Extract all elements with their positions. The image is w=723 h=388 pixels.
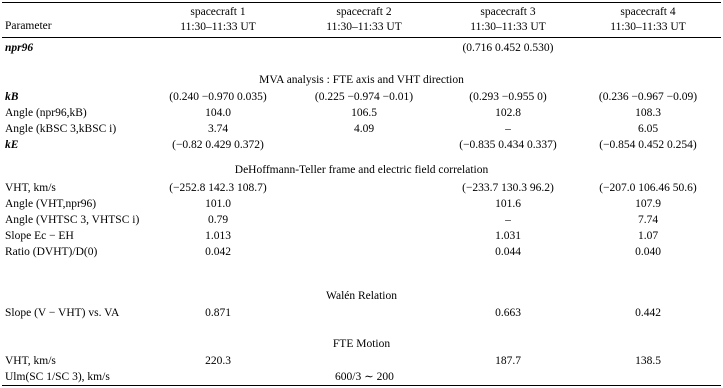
cell-sc4: 108.3 (635, 107, 661, 119)
table-row (0, 105, 723, 121)
cell-sc3: 1.031 (495, 230, 521, 242)
table-bottom-rule (2, 385, 721, 386)
cell-sc2: 4.09 (353, 123, 375, 135)
row-label: kE (5, 139, 19, 151)
header-sc4 (578, 5, 718, 35)
cell-sc3: (−233.7 130.3 96.2) (462, 182, 554, 194)
table-row (0, 89, 723, 105)
cell-sc4: (−0.854 0.452 0.254) (599, 139, 697, 151)
header-sc3 (438, 5, 578, 35)
section-title-walen: Walén Relation (326, 290, 397, 302)
sc3-name: spacecraft 3 (480, 6, 536, 18)
cell-sc1: 0.79 (207, 214, 229, 226)
header-sc2 (294, 5, 434, 35)
cell-sc4: 7.74 (637, 214, 659, 226)
cell-sc1: 0.871 (205, 307, 231, 319)
ulm-value: 600/3 ∼ 200 (335, 371, 394, 383)
section-title-mva: MVA analysis : FTE axis and VHT direction (259, 74, 464, 86)
cell-sc4: 0.442 (635, 307, 661, 319)
cell-sc3: (−0.835 0.434 0.337) (459, 139, 557, 151)
table-row (0, 180, 723, 196)
cell-sc4: 0.040 (635, 246, 661, 258)
cell-sc3: (0.293 −0.955 0) (469, 91, 547, 103)
header-sc1 (148, 5, 288, 35)
table-row (0, 228, 723, 244)
row-label: npr96 (5, 42, 34, 54)
row-label: Ulm(SC 1/SC 3), km/s (5, 371, 110, 383)
cell-sc3: 0.663 (495, 307, 521, 319)
cell-sc1: (−252.8 142.3 108.7) (169, 182, 267, 194)
cell-sc4: 1.07 (637, 230, 659, 242)
sc2-name: spacecraft 2 (336, 6, 392, 18)
cell-sc3: 187.7 (495, 355, 521, 367)
cell-sc3: – (505, 123, 511, 135)
table-row (0, 244, 723, 260)
table-row (0, 137, 723, 153)
cell-sc1: 0.042 (205, 246, 231, 258)
cell-sc1: 3.74 (207, 123, 229, 135)
sc1-time: 11:30–11:33 UT (180, 21, 256, 33)
table-header-rule (2, 37, 721, 38)
cell-sc3: 101.6 (495, 198, 521, 210)
cell-sc3: 0.044 (495, 246, 521, 258)
table-row-npr96 (0, 40, 723, 56)
cell-sc1: 101.0 (205, 198, 231, 210)
row-label: Angle (npr96,kB) (5, 107, 87, 119)
cell-sc4: (0.236 −0.967 −0.09) (598, 91, 698, 103)
row-label: Ratio (DVHT)/D(0) (5, 246, 98, 258)
cell-sc1: (0.240 −0.970 0.035) (169, 91, 267, 103)
sc4-name: spacecraft 4 (620, 6, 676, 18)
cell-sc2: 106.5 (351, 107, 377, 119)
header-parameter: Parameter (5, 20, 52, 32)
sc2-time: 11:30–11:33 UT (326, 21, 402, 33)
row-label: VHT, km/s (5, 355, 56, 367)
cell-sc3: – (505, 214, 511, 226)
cell-sc1: 220.3 (205, 355, 231, 367)
table-row (0, 353, 723, 369)
row-label: Slope Ec − EH (5, 230, 74, 242)
row-label: Angle (VHT,npr96) (5, 198, 97, 210)
table-row (0, 121, 723, 137)
table-row (0, 196, 723, 212)
cell-sc1: 104.0 (205, 107, 231, 119)
table-top-rule (2, 2, 721, 3)
cell-sc1: 1.013 (205, 230, 231, 242)
row-label: Angle (kBSC 3,kBSC i) (5, 123, 117, 135)
row-label: Slope (V − VHT) vs. VA (5, 307, 120, 319)
row-label: kB (5, 91, 19, 103)
sc4-time: 11:30–11:33 UT (610, 21, 686, 33)
table-row-ulm (0, 369, 723, 385)
sc3-time: 11:30–11:33 UT (470, 21, 546, 33)
cell-sc1: (−0.82 0.429 0.372) (172, 139, 264, 151)
cell-sc2: (0.225 −0.974 −0.01) (314, 91, 414, 103)
section-title-fte: FTE Motion (332, 338, 391, 350)
sc1-name: spacecraft 1 (190, 6, 246, 18)
row-label: VHT, km/s (5, 182, 56, 194)
cell-sc4: 138.5 (635, 355, 661, 367)
row-label: Angle (VHTSC 3, VHTSC i) (5, 214, 140, 226)
cell-sc4: 6.05 (637, 123, 659, 135)
table-header (0, 5, 723, 37)
npr96-value: (0.716 0.452 0.530) (462, 42, 554, 54)
table-row (0, 305, 723, 321)
section-title-dht: DeHoffmann-Teller frame and electric field correlation (234, 164, 489, 176)
cell-sc3: 102.8 (495, 107, 521, 119)
cell-sc4: 107.9 (635, 198, 661, 210)
cell-sc4: (−207.0 106.46 50.6) (599, 182, 697, 194)
table-row (0, 212, 723, 228)
